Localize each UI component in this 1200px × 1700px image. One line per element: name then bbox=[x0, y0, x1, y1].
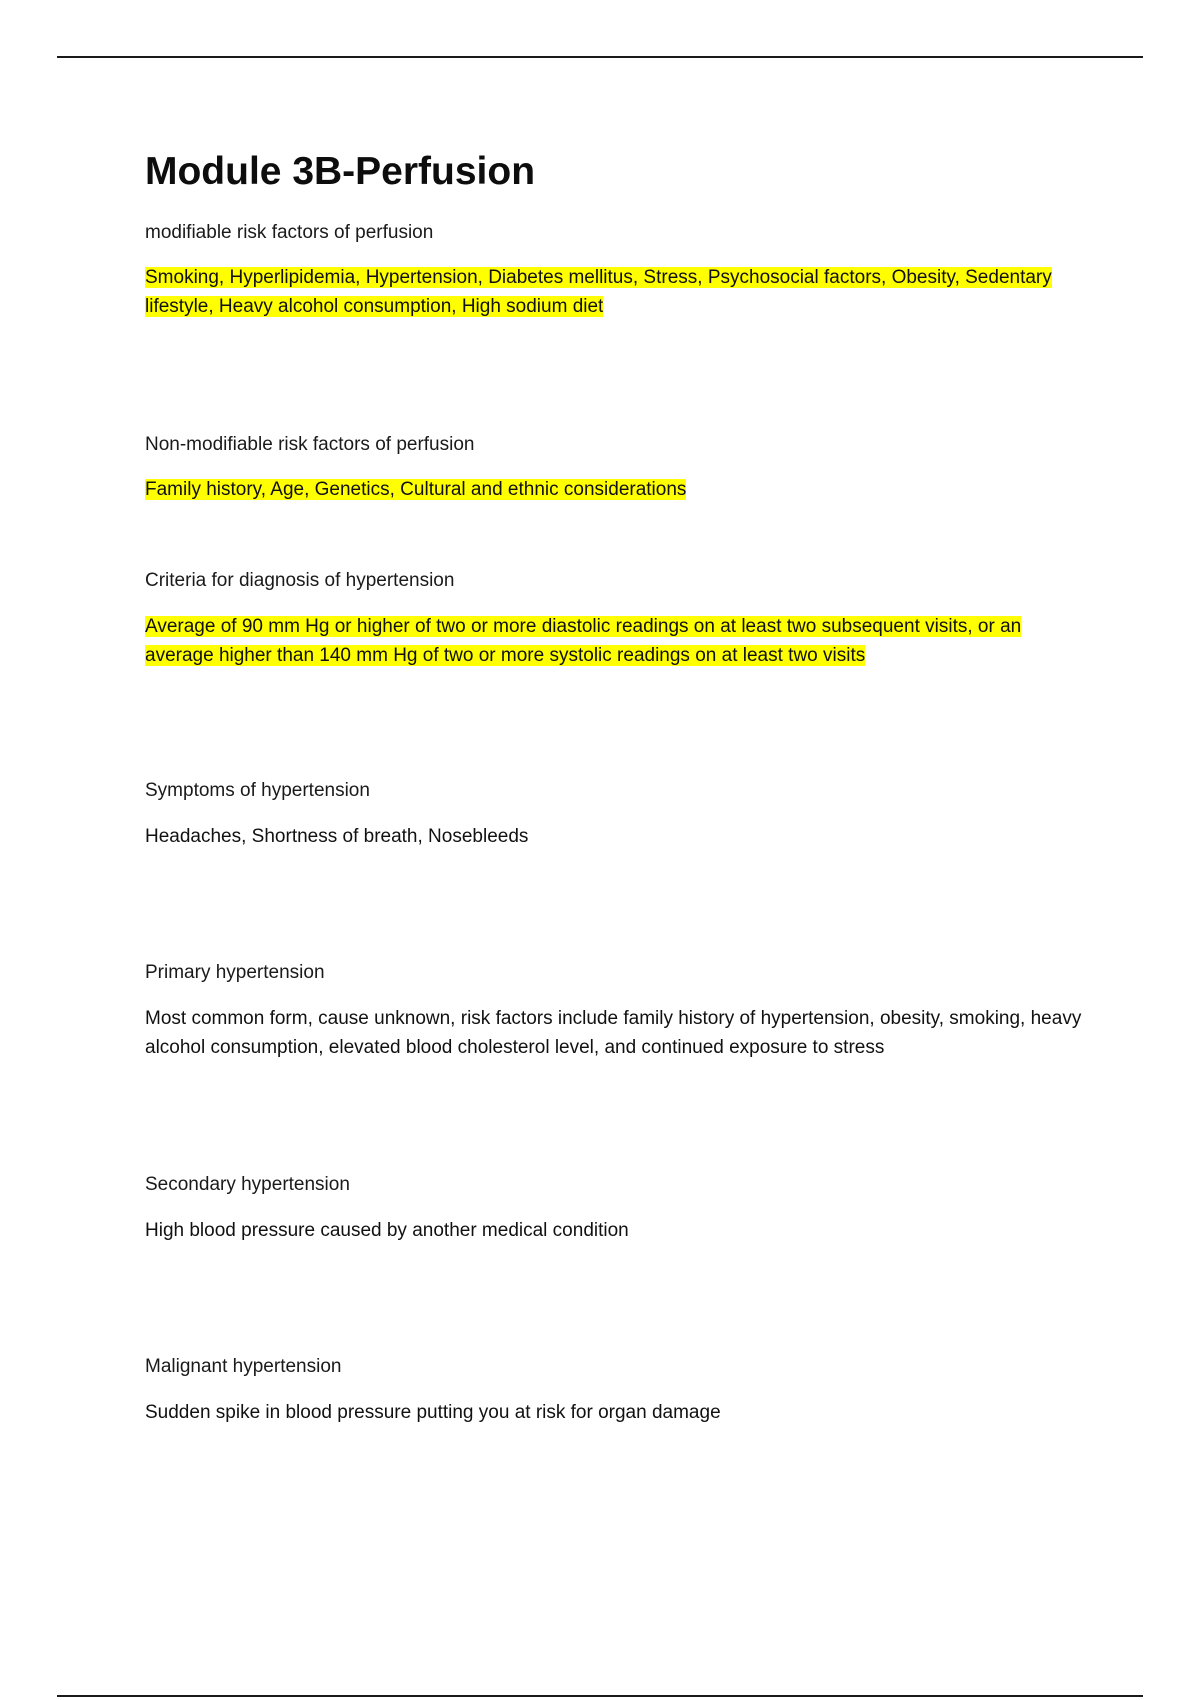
answer-symptoms: Headaches, Shortness of breath, Nosebleeds bbox=[145, 826, 529, 847]
question-non-modifiable-risk: Non-modifiable risk factors of perfusion bbox=[145, 434, 475, 455]
highlighted-text: Average of 90 mm Hg or higher of two or more diastolic readings on at least two subsequent visits, or an average higher than 140 mm Hg of two or more systolic readings on at least two visits bbox=[145, 616, 1022, 666]
answer-primary-hypertension: Most common form, cause unknown, risk factors include family history of hypertension, obesity, smoking, heavy alcohol consumption, elevated blood cholesterol level, and continued exposure to stress bbox=[145, 1008, 1082, 1058]
question-primary-hypertension: Primary hypertension bbox=[145, 962, 325, 983]
answer-diagnosis-criteria bbox=[145, 612, 1085, 670]
question-diagnosis-criteria: Criteria for diagnosis of hypertension bbox=[145, 570, 455, 591]
highlighted-text: Smoking, Hyperlipidemia, Hypertension, Diabetes mellitus, Stress, Psychosocial factors, Obesity, Sedentary lifestyle, Heavy alcohol consumption, High sodium diet bbox=[145, 267, 1052, 317]
answer-non-modifiable-risk bbox=[145, 475, 1085, 504]
question-secondary-hypertension: Secondary hypertension bbox=[145, 1174, 350, 1195]
answer-secondary-hypertension: High blood pressure caused by another medical condition bbox=[145, 1220, 629, 1241]
header-rule bbox=[57, 56, 1143, 58]
highlighted-text: Family history, Age, Genetics, Cultural and ethnic considerations bbox=[145, 479, 687, 500]
answer-modifiable-risk bbox=[145, 263, 1085, 321]
page-title: Module 3B-Perfusion bbox=[145, 150, 536, 193]
question-malignant-hypertension: Malignant hypertension bbox=[145, 1356, 342, 1377]
footer-rule bbox=[57, 1695, 1143, 1697]
answer-malignant-hypertension: Sudden spike in blood pressure putting you at risk for organ damage bbox=[145, 1402, 721, 1423]
question-modifiable-risk: modifiable risk factors of perfusion bbox=[145, 222, 434, 243]
question-symptoms: Symptoms of hypertension bbox=[145, 780, 370, 801]
